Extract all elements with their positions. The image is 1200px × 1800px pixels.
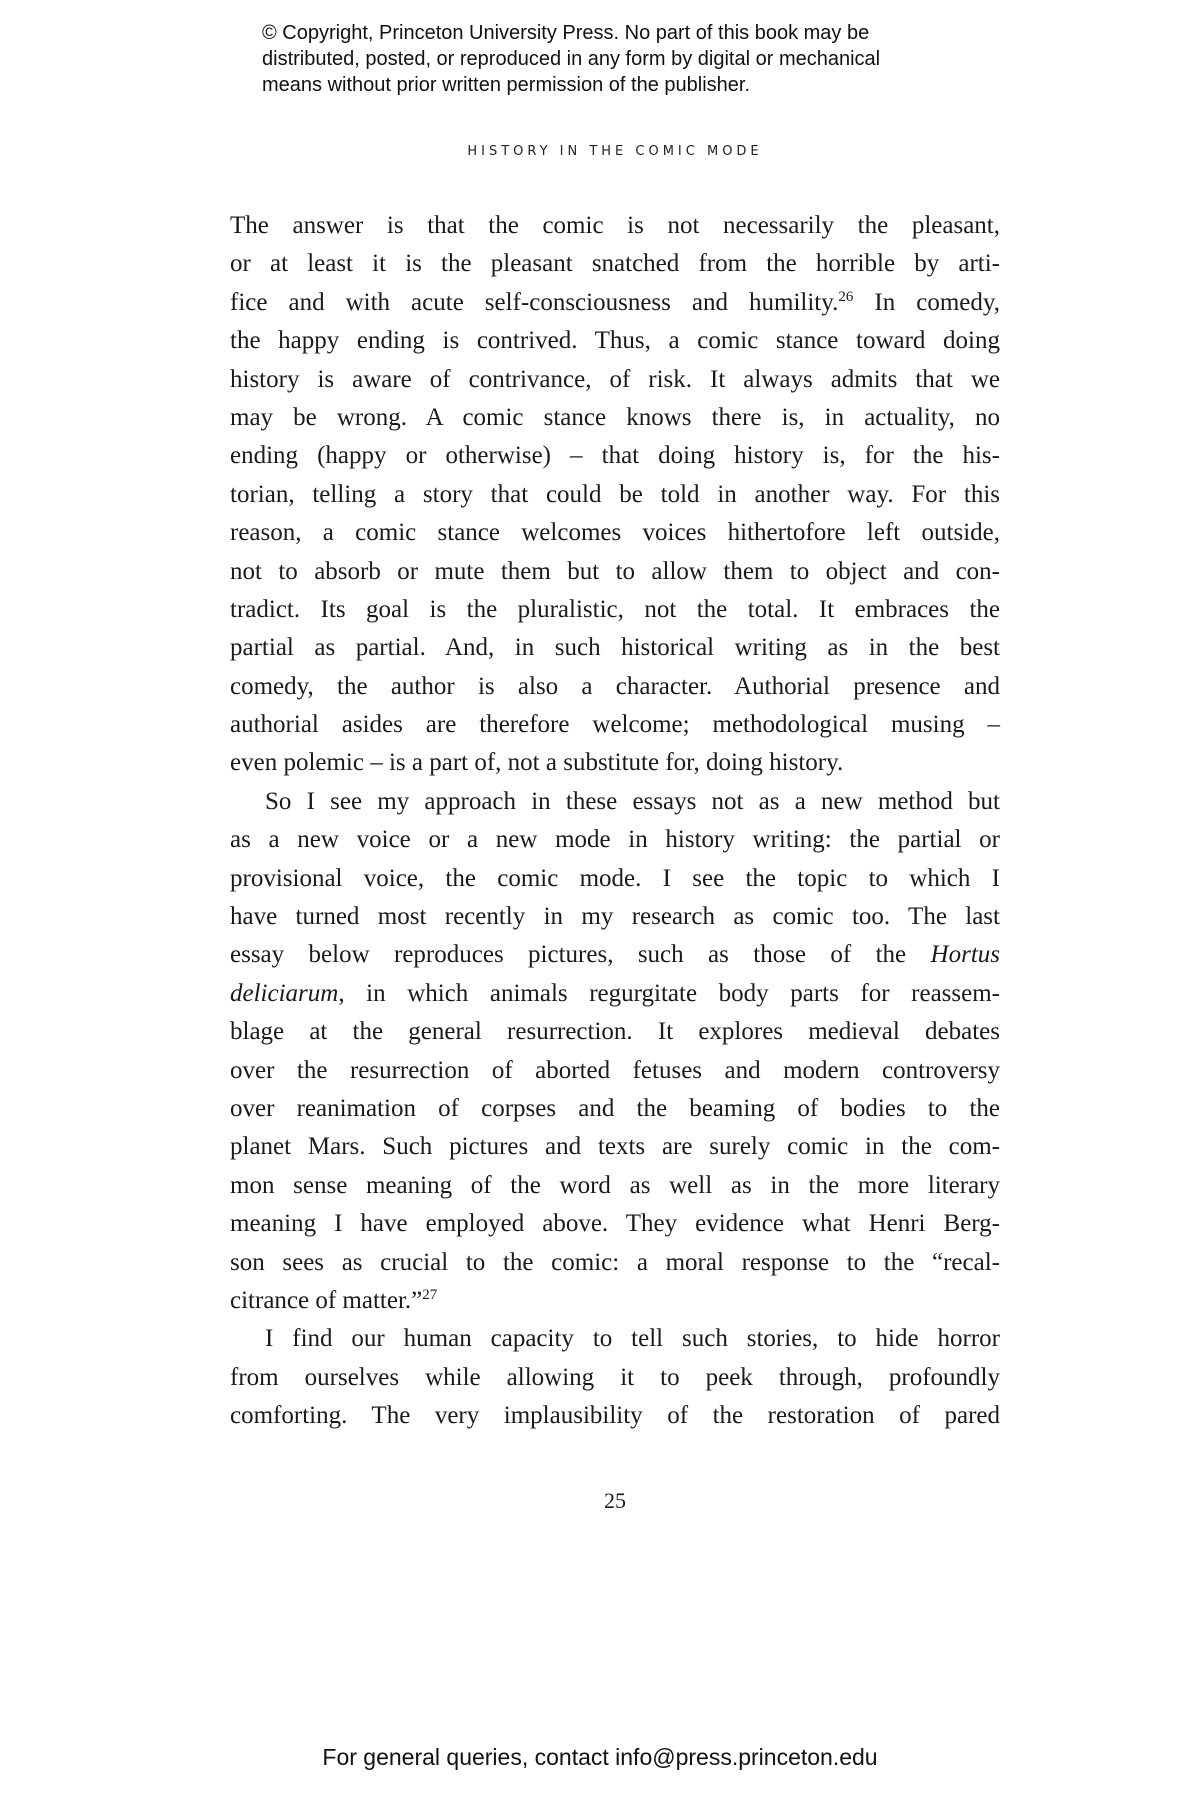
text-line: not to absorb or mute them but to allow them to object and con- xyxy=(230,557,1000,585)
text-line xyxy=(230,284,1000,322)
text-line: reason, a comic stance welcomes voices hithertofore left outside, xyxy=(230,519,1000,547)
text-span: , in which animals regurgitate body parts for reassem- xyxy=(338,979,1000,1007)
italic-title: Hortus xyxy=(930,941,1000,969)
body-text xyxy=(230,207,1000,1436)
text-line: over the resurrection of aborted fetuses and modern controversy xyxy=(230,1056,1000,1084)
text-line: The answer is that the comic is not necessarily the pleasant, xyxy=(230,212,1000,239)
text-line: authorial asides are therefore welcome; methodological musing – xyxy=(230,711,1000,739)
text-line: ending (happy or otherwise) – that doing history is, for the his- xyxy=(230,442,1000,470)
text-line: have turned most recently in my research as comic too. The last xyxy=(230,903,1000,931)
text-line: blage at the general resurrection. It explores medieval debates xyxy=(230,1018,1000,1046)
text-line: torian, telling a story that could be told in another way. For this xyxy=(230,480,1000,508)
copyright-notice xyxy=(262,20,1022,98)
footnote-ref-27[interactable]: 27 xyxy=(422,1286,438,1303)
text-line: planet Mars. Such pictures and texts are surely comic in the com- xyxy=(230,1133,1000,1161)
text-line xyxy=(230,975,1000,1013)
text-line: or at least it is the pleasant snatched from the horrible by arti- xyxy=(230,250,1000,278)
italic-title: deliciarum xyxy=(230,979,339,1007)
text-line: history is aware of contrivance, of risk. It always admits that we xyxy=(230,365,1000,393)
text-line: may be wrong. A comic stance knows there is, in actuality, no xyxy=(230,403,1000,431)
page-number: 25 xyxy=(604,1488,626,1513)
running-head: HISTORY IN THE COMIC MODE xyxy=(467,144,763,159)
text-line: So I see my approach in these essays not as a new method but xyxy=(265,787,1000,815)
footnote-ref-26[interactable]: 26 xyxy=(838,288,854,305)
text-line: over reanimation of corpses and the beaming of bodies to the xyxy=(230,1094,1000,1122)
copyright-line: means without prior written permission of the publisher. xyxy=(262,74,751,96)
text-line: comedy, the author is also a character. Authorial presence and xyxy=(230,672,1000,700)
text-line: partial as partial. And, in such historical writing as in the best xyxy=(230,634,1000,662)
text-line: son sees as crucial to the comic: a moral response to the “recal- xyxy=(230,1248,1000,1276)
text-line: from ourselves while allowing it to peek through, profoundly xyxy=(230,1363,1000,1391)
text-line: the happy ending is contrived. Thus, a comic stance toward doing xyxy=(230,327,1000,355)
text-line xyxy=(230,1282,1000,1320)
text-span: citrance of matter.” xyxy=(230,1286,423,1314)
text-line: even polemic – is a part of, not a substitute for, doing history. xyxy=(230,749,844,777)
text-line: mon sense meaning of the word as well as in the more literary xyxy=(230,1171,1000,1199)
text-line: I find our human capacity to tell such stories, to hide horror xyxy=(265,1325,1000,1353)
text-line: provisional voice, the comic mode. I see the topic to which I xyxy=(230,864,1000,892)
text-line: tradict. Its goal is the pluralistic, not the total. It embraces the xyxy=(230,595,1000,623)
text-line: meaning I have employed above. They evidence what Henri Berg- xyxy=(230,1210,1000,1238)
text-span: In comedy, xyxy=(853,288,1000,316)
text-line xyxy=(230,936,1000,974)
text-span: essay below reproduces pictures, such as those of the xyxy=(230,941,931,969)
footer-contact: For general queries, contact info@press.princeton.edu xyxy=(322,1744,878,1770)
text-line: as a new voice or a new mode in history writing: the partial or xyxy=(230,826,1000,854)
text-span: fice and with acute self-consciousness and humility. xyxy=(230,288,839,316)
copyright-line: distributed, posted, or reproduced in any form by digital or mechanical xyxy=(262,48,881,70)
text-line: comforting. The very implausibility of the restoration of pared xyxy=(230,1402,1000,1430)
copyright-line: © Copyright, Princeton University Press. No part of this book may be xyxy=(262,22,870,44)
